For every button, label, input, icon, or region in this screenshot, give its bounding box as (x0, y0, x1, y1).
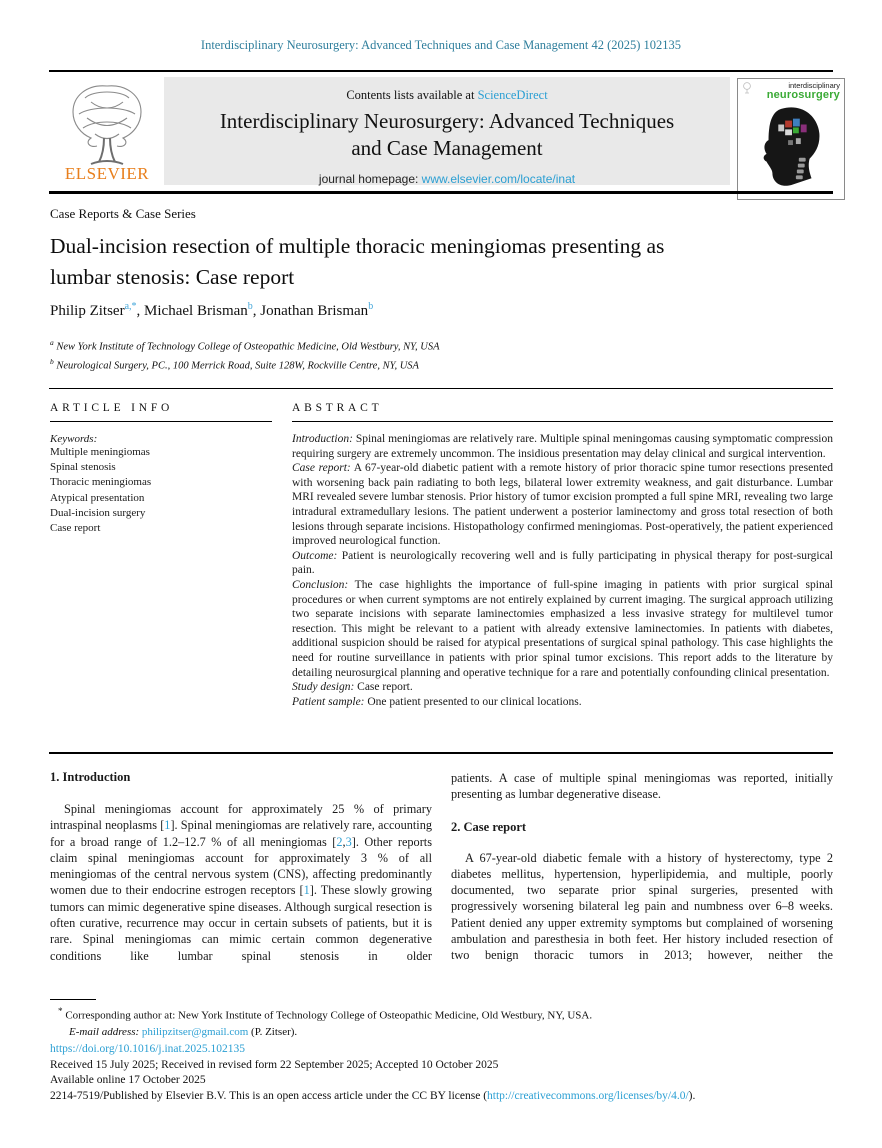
article-info-heading: ARTICLE INFO (50, 402, 272, 422)
email-link[interactable]: philipzitser@gmail.com (139, 1025, 249, 1038)
affiliation-b-marker: b (50, 356, 54, 366)
abstract-body (292, 432, 833, 709)
doi-link[interactable]: https://doi.org/10.1016/j.inat.2025.102135 (50, 1043, 245, 1055)
corresponding-author-text: Corresponding author at: New York Institute of Technology College of Osteopathic Medicine, Old Westbury, NY, USA. (62, 1009, 593, 1022)
author-line (50, 301, 834, 320)
affiliation-b (50, 356, 834, 375)
elsevier-tree-icon (61, 80, 153, 166)
elsevier-mini-mark-icon (742, 82, 752, 94)
abstract-study-design-label: Study design: (292, 681, 355, 694)
keyword-item: Thoracic meningiomas (50, 476, 152, 489)
license-suffix: ). (688, 1089, 696, 1102)
cover-title-line2: neurosurgery (766, 88, 840, 101)
abstract-case-report-label: Case report: (292, 462, 351, 475)
affiliation-a-text: New York Institute of Technology College of Osteopathic Medicine, Old Westbury, NY, USA (53, 341, 440, 353)
received-line: Received 15 July 2025; Received in revised form 22 September 2025; Accepted 10 October 2025 (50, 1058, 499, 1071)
author-sep-1: , (136, 303, 145, 319)
article-info-column (50, 402, 272, 536)
email-suffix: (P. Zitser). (248, 1025, 298, 1038)
contents-prefix: Contents lists available at (346, 88, 478, 102)
journal-title-line2: and Case Management (351, 136, 543, 161)
abstract-case-report-text: A 67-year-old diabetic patient with a remote history of prior thoracic spine tumor resections presented with worsening back pain radiating to both legs, bilateral lower extremity weakness, and gait disturbance. Lumbar MRI revealed severe lumbar stenosis. Prior history of tumor excision prompted a full spine MRI, revealing two large intradural extramedullary lesions. The patient underwent a posterior laminectomy and gross total resection of both lesions through separate incisions. Histopathology confirmed meningiomas. Post-operatively, the patient experienced improved neurological function. (292, 462, 833, 548)
email-note (50, 1025, 834, 1041)
homepage-url-link[interactable]: www.elsevier.com/locate/inat (421, 171, 576, 186)
abstract-outcome-text: Patient is neurologically recovering well and is fully participating in physical therapy for post-surgical pain. (292, 549, 833, 577)
abstract-bottom-rule (49, 752, 833, 754)
affiliation-a-marker: a (50, 338, 54, 347)
sciencedirect-link[interactable]: ScienceDirect (477, 88, 548, 102)
abstract-patient-sample-label: Patient sample: (292, 695, 365, 708)
keyword-item: Spinal stenosis (50, 461, 116, 474)
abstract-conclusion-label: Conclusion: (292, 578, 349, 591)
author-1-affil-ref[interactable]: a,* (124, 301, 137, 312)
abstract-study-design (292, 680, 833, 695)
case-report-heading: 2. Case report (451, 819, 527, 834)
abstract-introduction-text: Spinal meningiomas are relatively rare. Multiple spinal meningomas causing symptomatic compression requiring surgery are extremely uncommon. The insidious presentation may delay clinical and surgical intervention. (292, 433, 833, 460)
affiliation-b-text: Neurological Surgery, PC., 100 Merrick Road, Suite 128W, Rockville Centre, NY, USA (53, 360, 419, 372)
email-label: E-mail address: (69, 1025, 140, 1038)
case-report-paragraph: A 67-year-old diabetic female with a history of hysterectomy, type 2 diabetes mellitus, hypertension, hyperlipidemia, and multiple, poorly documented, two separate prior spinal surgeries, presented with progressively worsening bilateral leg pain and numbness over 6–8 weeks. Patient denied any upper extremity symptoms but complained of worsening ambulation and paresthesia in both feet. Her history included resection of two benign thoracic tumors in 2013; however, neither the (451, 850, 833, 963)
license-prefix: 2214-7519/Published by Elsevier B.V. This is an open access article under the CC BY license ( (50, 1089, 488, 1102)
abstract-patient-sample (292, 695, 833, 710)
cc-license-link[interactable]: http://creativecommons.org/licenses/by/4.0/ (487, 1089, 689, 1102)
abstract-heading: ABSTRACT (292, 402, 833, 422)
text-segment: ]. Spinal meningiomas are relatively rare, accounting for a broad range of 1.2–12.7 % of all meningiomas [ (50, 818, 432, 849)
corresponding-author-note (50, 1005, 834, 1025)
top-rule (49, 70, 833, 72)
corresponding-author-star: * (58, 1006, 63, 1016)
author-2-affil-ref[interactable]: b (247, 301, 253, 312)
available-online-line: Available online 17 October 2025 (50, 1074, 206, 1086)
affiliations (50, 337, 834, 375)
masthead-bottom-rule (49, 191, 833, 194)
author-2: Michael Brisman (144, 303, 248, 319)
abstract-outcome-label: Outcome: (292, 549, 338, 562)
journal-citation-line: Interdisciplinary Neurosurgery: Advanced Techniques and Case Management 42 (2025) 102135 (200, 38, 682, 52)
keyword-item: Dual-incision surgery (50, 506, 146, 519)
abstract-study-design-text: Case report. (354, 681, 413, 694)
journal-title (164, 108, 730, 163)
abstract-column (292, 402, 833, 709)
homepage-prefix: journal homepage: (318, 171, 422, 186)
author-1: Philip Zitser (50, 303, 125, 319)
author-3: Jonathan Brisman (260, 303, 369, 319)
citation-ref[interactable]: 1 (303, 883, 310, 898)
abstract-conclusion-text: The case highlights the importance of full-spine imaging in patients with prior surgical spinal procedures or when current symptoms are not entirely explained by current imaging. The surgical approach utilizing two separate incisions with separate laminectomies emphasized a less invasive strategy for multilevel tumor resection. This might be relevant to a patient with already extensive laminectomies. In patients with diabetes, additional suspicion should be raised for atypical presentations of surgical spinal pathology. This case highlights the need for routine surveillance in patients with prior spinal tumor excisions. This report adds to the literature by detailing neurosurgical planning and operative technique for a rare and potentially confounding clinical presentation. (292, 578, 833, 679)
text-segment: ]. These slowly growing tumors can mimic degenerative spine diseases. Although surgical resection is often curative, recurrence may occur in certain subsets of patients, but it is rare. Spinal meningiomas can mimic certain common degenerative conditions like lumbar spinal stenosis in older (50, 883, 433, 963)
introduction-paragraph (50, 801, 432, 964)
abstract-introduction (292, 432, 833, 461)
abstract-outcome (292, 549, 833, 578)
introduction-heading: 1. Introduction (50, 770, 131, 784)
affiliation-a (50, 337, 834, 356)
keyword-item: Case report (50, 521, 101, 534)
homepage-line (164, 172, 730, 186)
text-segment: ]. Other reports claim spinal meningiomas account for approximately 3 % of all meningiomas of the central nervous system (CNS), affecting predominantly women due to their endocrine estrogen receptors [ (50, 834, 432, 898)
footnotes (50, 1005, 834, 1041)
article-title (50, 231, 834, 292)
abstract-conclusion (292, 578, 833, 680)
license-line (50, 1089, 834, 1105)
article-title-line1: Dual-incision resection of multiple thoracic meningiomas presenting as (50, 234, 665, 258)
cover-title (742, 82, 840, 101)
cover-head-collage (742, 103, 840, 189)
article-title-line2: lumbar stenosis: Case report (50, 264, 295, 289)
text-segment: , (342, 834, 346, 849)
article-section-label: Case Reports & Case Series (50, 206, 196, 221)
keyword-item: Multiple meningiomas (50, 446, 150, 458)
text-segment: Spinal meningiomas account for approximately 25 % of primary intraspinal neoplasms [ (50, 802, 432, 833)
elsevier-logo (52, 80, 162, 192)
contents-line (164, 88, 730, 103)
abstract-patient-sample-text: One patient presented to our clinical locations. (364, 695, 582, 708)
body-right-column (451, 770, 833, 964)
body-left-column (50, 770, 432, 964)
head-divider-rule (49, 388, 833, 389)
author-sep-2: , (252, 303, 261, 319)
journal-title-line1: Interdisciplinary Neurosurgery: Advanced Techniques (219, 109, 675, 133)
footer (50, 1042, 834, 1104)
masthead (164, 77, 730, 185)
introduction-paragraph-continued: patients. A case of multiple spinal meningiomas was reported, initially presenting as lumbar degenerative disease. (451, 771, 833, 802)
cover-title-line1: interdisciplinary (788, 81, 840, 90)
footnote-rule (50, 999, 96, 1000)
citation-ref[interactable]: 2 (336, 834, 343, 849)
abstract-case-report (292, 461, 833, 549)
keywords-label: Keywords: (50, 433, 98, 445)
elsevier-wordmark: ELSEVIER (64, 164, 150, 183)
keyword-item: Atypical presentation (50, 491, 145, 504)
author-3-affil-ref[interactable]: b (368, 301, 374, 312)
abstract-introduction-label: Introduction: (292, 433, 353, 445)
journal-cover-thumbnail[interactable] (737, 78, 845, 200)
citation-ref[interactable]: 3 (345, 834, 352, 849)
citation-ref[interactable]: 1 (164, 818, 171, 833)
